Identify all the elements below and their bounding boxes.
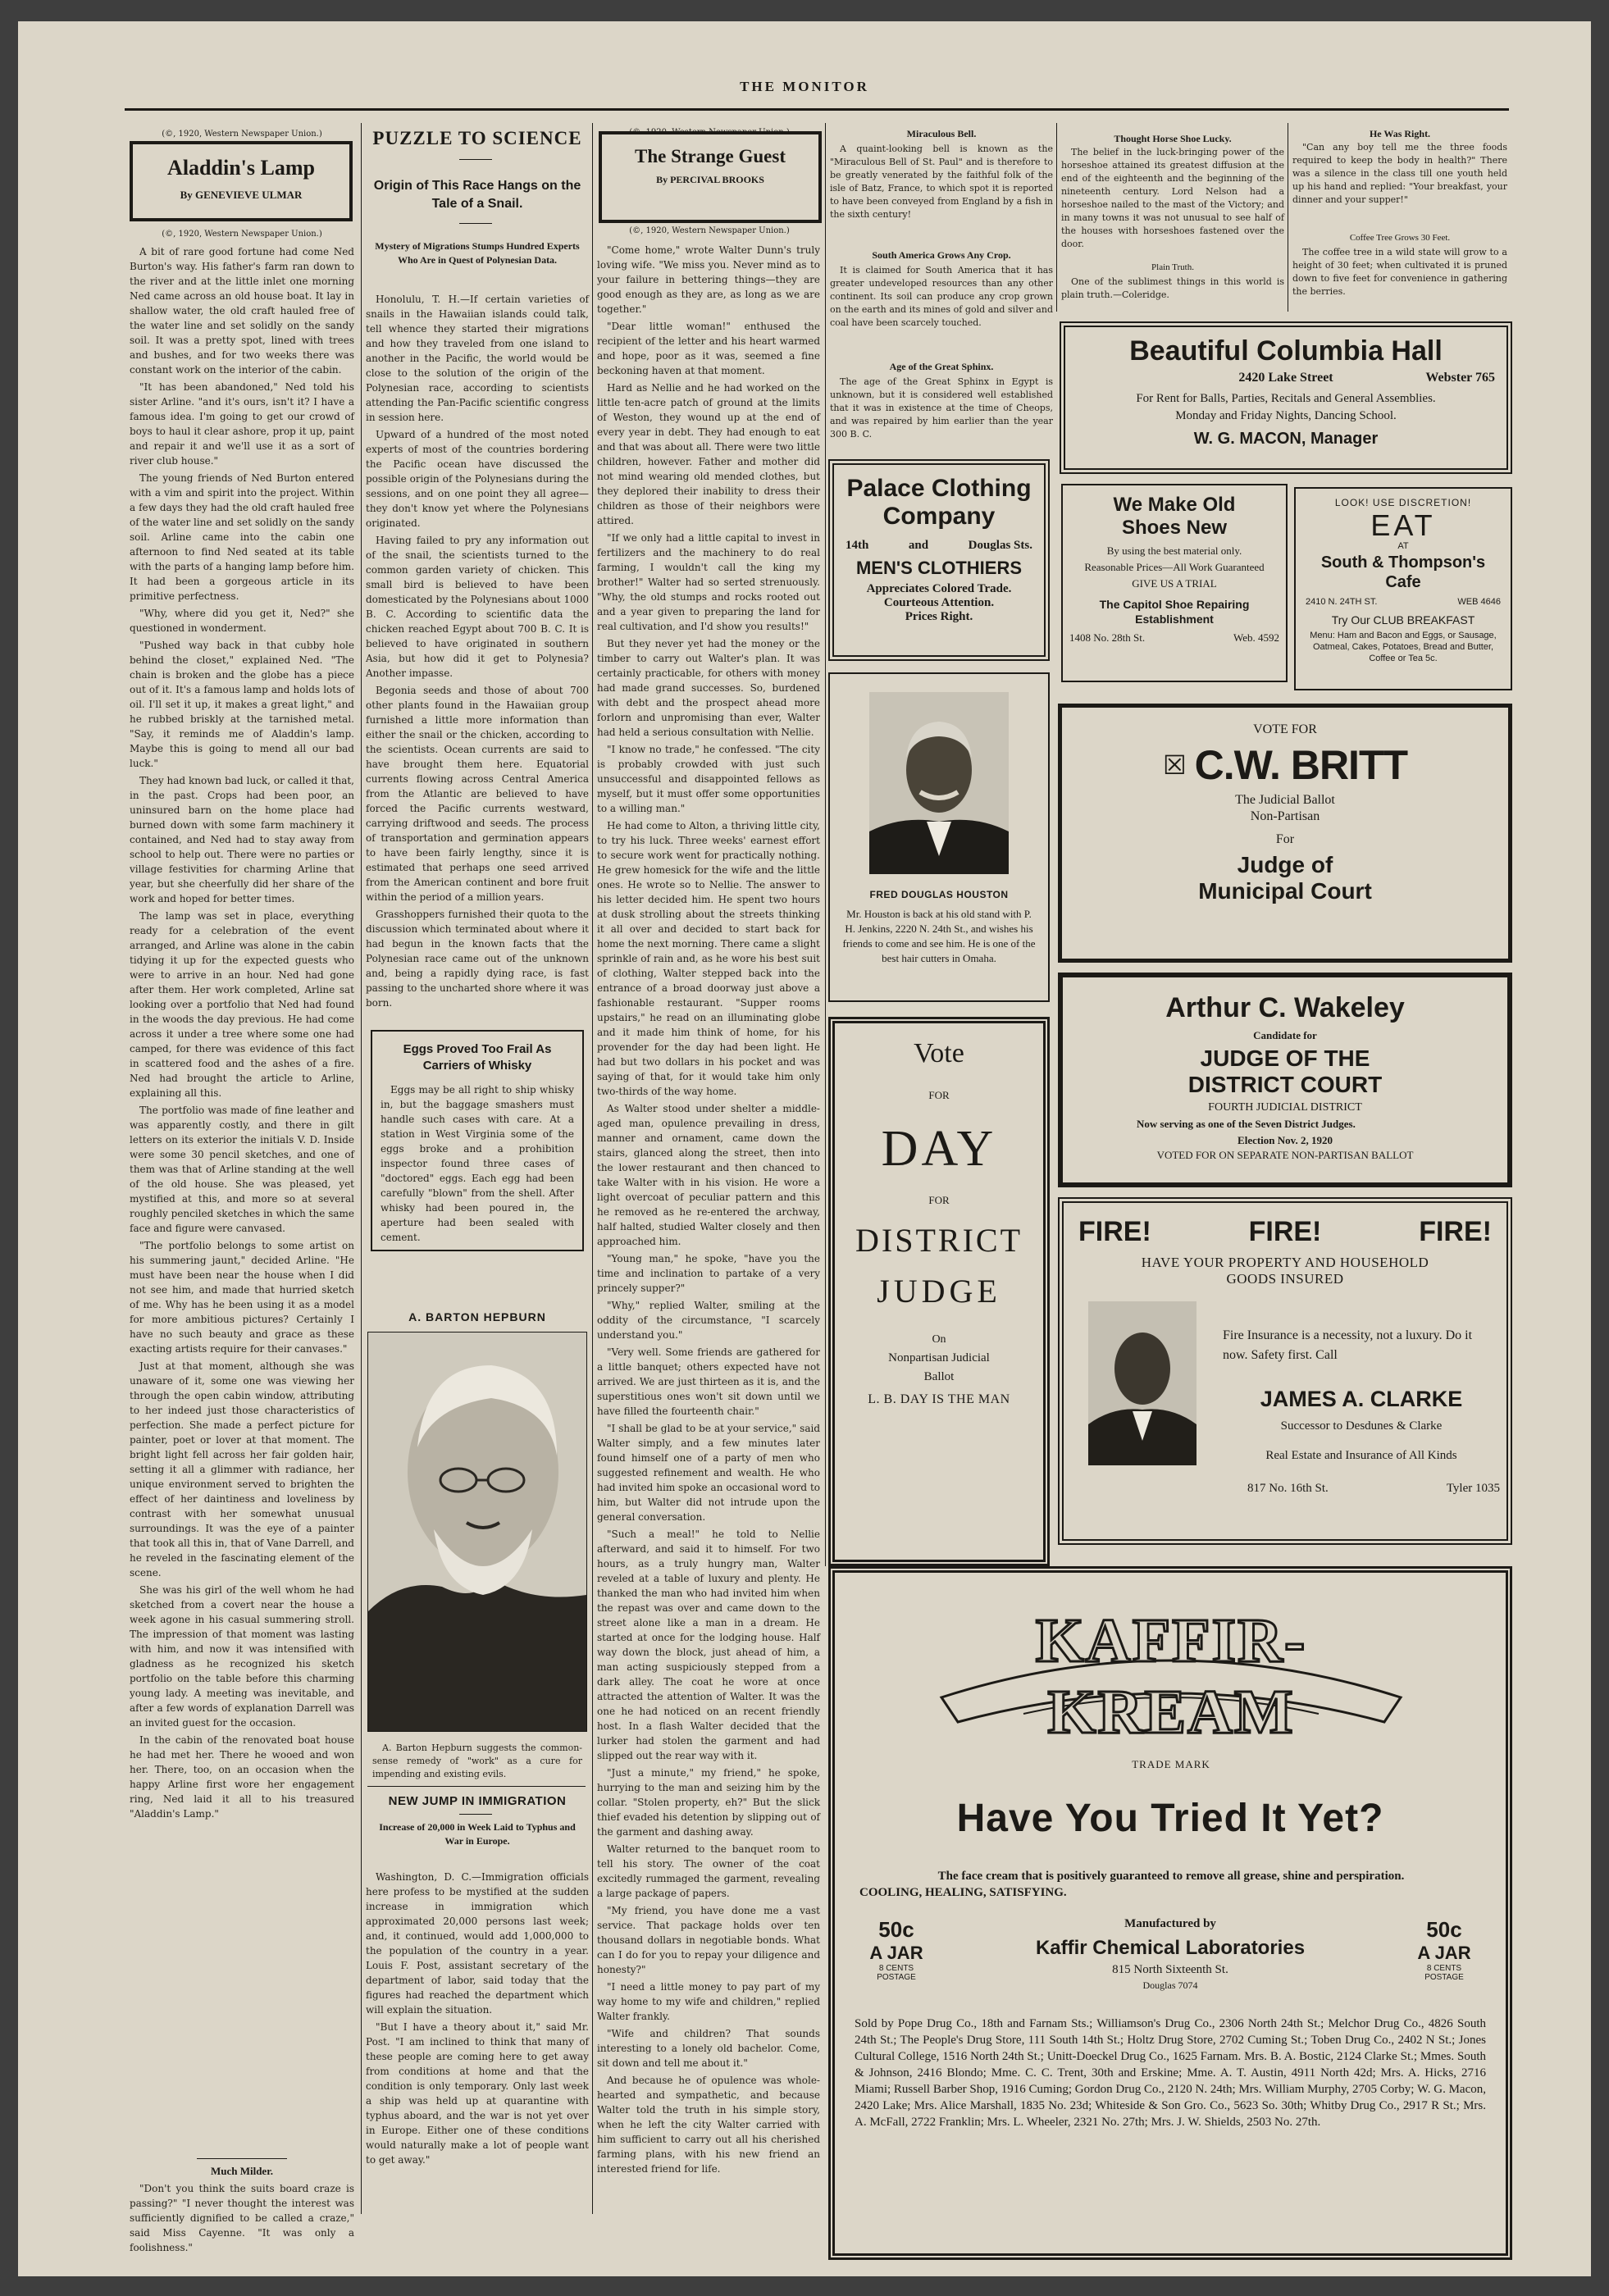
eggs-body xyxy=(381,1082,574,1243)
shoes-line2: Reasonable Prices—All Work Guaranteed xyxy=(1084,561,1265,573)
eat-phone: WEB 4646 xyxy=(1457,597,1501,607)
day-ballot-1: Nonpartisan Judicial xyxy=(888,1351,990,1364)
fire-head: FIRE! xyxy=(1078,1216,1151,1247)
guest-paragraph: "Dear little woman!" enthused the recipient of the letter and his heart warmed and hope, poor as it was, seemed a fine beckoning haven at that moment. xyxy=(597,321,820,376)
guest-paragraph: "I know no trade," he confessed. "The city is probably crowded with just such unsuccessful and disappointed fellows as myself, but it must offer some opportunities to a willing man." xyxy=(597,744,820,814)
palace-line3: Courteous Attention. xyxy=(883,596,995,609)
britt-vote: VOTE FOR xyxy=(1253,722,1317,736)
shoes-address: 1408 No. 28th St. xyxy=(1069,631,1146,644)
sa-paragraph: It is claimed for South America that it has greater undeveloped resources than any other continent. Its soil can produce any crop grown on the earth and its mines of gold and silver and coal have been scarcely touched. xyxy=(830,265,1053,328)
wakeley-election: Election Nov. 2, 1920 xyxy=(1238,1134,1333,1146)
fire-phone: Tyler 1035 xyxy=(1446,1482,1500,1495)
kaffir-sold: Sold by Pope Drug Co., 18th and Farnam Sts.; Williamson's Drug Co., 2306 North 24th St.; Melchor Drug Co., 4826 South 24th St.; The People's Drug Store, 111 South 14th St.; Holtz Drug Store, 2702 Cuming St.; Toben Drug Co., 2402 N St.; Jones Cultural College, 1516 North 24th St.; Unitt-Doeckel Drug Co., 1625 Farnam. Mrs. B. A. Bostic, 2124 Clarke St.; Mmes. South & Johnson, 2416 Blondo; Mme. C. C. Trent, 30th and Erskine; Mme. A. T. Austin, 4911 North 42d; Mrs. A. Hicks, 2716 Miami; Russell Barber Shop, 1916 Cuming; Gordon Drug Co., 2120 N. 24th; Mrs. William Murphy, 2705 Corby; W. G. Macon, 2420 Lake; Mrs. Alice Marshall, 1835 No. 23d; Whiteside & Son Gro. Co., 5623 So. 30th; Whitby Drug Co., 2917 R St.; Mrs. A. McFall, 2722 Franklin; Mrs. L. Wheeler, 2321 No. 27th; Mrs. J. W. Shields, 2503 No. 27th. xyxy=(855,2017,1486,2129)
kaffir-price: 50c xyxy=(878,1917,914,1942)
wakeley-candidate: Candidate for xyxy=(1253,1029,1317,1041)
horseshoe-paragraph: The belief in the luck-bringing power of the horseshoe attained its greatest diffusion at the end of the eighteenth and the beginning of the nineteenth century. Lord Nelson had a horseshoe nailed to the mast of the Victory; and in many towns it was not unusual to see half of the houses with horseshoes fastened over the door. xyxy=(1061,147,1284,249)
guest-paragraph: "Such a meal!" he told to Nellie afterward, and said it to himself. For two hours, as a truly hungry man, Walter reveled at a table of luxury and plenty. He thanked the man who had invited him when the repast was over and came down to the street alone like a man in a dream. He started at once for the lodging house. Half way down the block, just ahead of him, a man acting suspiciously stepped from a dark alley. The coat he wore at once attracted the attention of Walter. It was the one he had noticed on an recent friendly host. In a flash Walter decided that the lurker had stolen the garment and had slipped out the rear way with it. xyxy=(597,1528,820,1761)
kaffir-phone: Douglas 7074 xyxy=(1142,1979,1198,1991)
bell-title: Miraculous Bell. xyxy=(906,128,977,139)
divider xyxy=(367,1786,586,1787)
wakeley-office-1: JUDGE OF THE xyxy=(1200,1046,1370,1071)
immigration-title: NEW JUMP IN IMMIGRATION xyxy=(388,1794,567,1808)
kaffir-trademark: TRADE MARK xyxy=(1132,1758,1210,1770)
ad-kaffir-kream xyxy=(828,1566,1512,2260)
guest-paragraph: "Wife and children? That sounds interesting to a lonely old bachelor. Come, sit down and tell me about it." xyxy=(597,2028,820,2069)
portrait-illustration xyxy=(368,1332,586,1731)
kaffir-unit: A JAR xyxy=(1417,1943,1471,1963)
sphinx-title: Age of the Great Sphinx. xyxy=(889,361,994,372)
aladdin-paragraph: "The portfolio belongs to some artist on his summering jaunt," decided Arline. "He must have been near the house when I did not see him, and made that hurried sketch of me. Why has he been using it as a model for more ambitious pictures? Certainly I have no such beauty and grace as these exacting artists require for their canvases." xyxy=(130,1240,354,1355)
guest-body xyxy=(597,243,820,2255)
divider xyxy=(459,223,492,224)
kaffir-manufactured: Manufactured by xyxy=(1124,1917,1216,1930)
fire-business: Real Estate and Insurance of All Kinds xyxy=(1265,1449,1457,1462)
hepburn-caption xyxy=(372,1742,582,1788)
aladdin-paragraph: A bit of rare good fortune had come Ned Burton's way. His father's farm ran down to the river and at the little inlet one morning Ned came across an old house boat. It lay in shallow water, the old craft hauled free of the water line and set solidly on the sandy soil. It was a pretty spot, lined with trees and bushes, and for two weeks there was constant work on the interior of the cabin. xyxy=(130,246,354,376)
sa-title: South America Grows Any Crop. xyxy=(872,249,1011,261)
day-office-2: JUDGE xyxy=(877,1273,1001,1310)
divider xyxy=(459,159,492,160)
shoes-line1: By using the best material only. xyxy=(1106,544,1242,557)
kaffir-address: 815 North Sixteenth St. xyxy=(1112,1963,1228,1976)
ad-south-thompson-cafe xyxy=(1294,487,1512,690)
fire-successor: Successor to Desdunes & Clarke xyxy=(1280,1419,1443,1433)
horseshoe-body xyxy=(1061,146,1284,257)
ad-shoe-repair xyxy=(1061,484,1288,682)
guest-paragraph: "My friend, you have done me a vast service. That package holds over ten thousand dollars in negotiable bonds. What can I do for you to repay your diligence and honesty?" xyxy=(597,1905,820,1975)
fire-name: JAMES A. CLARKE xyxy=(1260,1387,1463,1411)
kaffir-logo-text: KAFFIR-KREAM xyxy=(1035,1606,1307,1747)
wakeley-line1: Now serving as one of the Seven District Judges. xyxy=(1137,1118,1356,1130)
fire-sub-1: HAVE YOUR PROPERTY AND HOUSEHOLD xyxy=(1141,1255,1429,1270)
clarke-portrait xyxy=(1088,1301,1196,1465)
britt-checkbox-icon: ☒ xyxy=(1162,750,1187,780)
aladdin-copyright-2: (©, 1920, Western Newspaper Union.) xyxy=(162,230,322,239)
guest-paragraph: As Walter stood under shelter a middle-aged man, opulence prevailing in dress, manner and ornament, came down the stairs, glanced along the street, then into the lower restaurant and then chanced to take Walter with in his vision. He wore a light overcoat of peculiar pattern and this he removed as he re-entered the archway, half halted, studied Walter closely and then approached him. xyxy=(597,1103,820,1247)
guest-paragraph: Hard as Nellie and he had worked on the little ten-acre patch of ground at the limits of Weston, they wound up at the end of every year in debt. They had enough to eat and that was about all. There were two little children, however. Father and mother did not mind wearing old mended clothes, but they deplored their inability to dress their children as those of their neighbors were attired. xyxy=(597,382,820,526)
kaffir-headline: Have You Tried It Yet? xyxy=(956,1797,1384,1840)
kaffir-price: 50c xyxy=(1426,1917,1462,1942)
kaffir-postage-1: 8 CENTS xyxy=(1426,1964,1462,1973)
aladdin-paragraph: In the cabin of the renovated boat house he had met her. There he wooed and won her. There, too, on an occasion when the happy Arline first wore her engagement ring, Ned laid it all to his treasured "Aladdin's Lamp." xyxy=(130,1734,354,1820)
ad-wakeley xyxy=(1058,973,1512,1187)
coffee-body xyxy=(1292,246,1507,312)
day-for: FOR xyxy=(928,1089,950,1101)
shoes-name: The Capitol Shoe Repairing Establishment xyxy=(1099,598,1250,626)
eggs-title: Eggs Proved Too Frail As Carriers of Whisky xyxy=(403,1042,552,1073)
shoes-line3: GIVE US A TRIAL xyxy=(1132,577,1217,590)
aladdin-paragraph: The lamp was set in place, everything ready for a celebration of the event arranged, and Arline was alone in the cabin tidying it up for the expected guests who were to arrive in an hour. Ned had gone after them. Her work completed, Arline sat looking over a portfolio that Ned had found in the woods the day previous. He had come across it under a tree where some one had camped, for there was evidence of this fact in scattered food and the ashes of a fire. Ned had brought the article to Arline, explaining all this. xyxy=(130,910,354,1099)
immigration-deck: Increase of 20,000 in Week Laid to Typhus and War in Europe. xyxy=(379,1821,576,1847)
fire-head: FIRE! xyxy=(1248,1216,1322,1247)
ad-fire-insurance xyxy=(1058,1197,1512,1545)
eat-address: 2410 N. 24TH ST. xyxy=(1306,597,1378,607)
guest-title: The Strange Guest xyxy=(635,146,786,166)
immigration-body xyxy=(366,1870,589,2255)
day-ballot-2: Ballot xyxy=(923,1370,955,1383)
column-rule xyxy=(592,123,593,2214)
palace-address-b: and xyxy=(908,539,929,552)
palace-address-a: 14th xyxy=(846,539,869,552)
masthead xyxy=(0,79,1609,110)
portrait-illustration xyxy=(1088,1301,1196,1465)
kaffir-line2: COOLING, HEALING, SATISFYING. xyxy=(859,1886,1067,1899)
sphinx-paragraph: The age of the Great Sphinx in Egypt is unknown, but it is considered well established that it was in existence at the time of Cheops, and was repaired by him earlier than the year 300 B. C. xyxy=(830,376,1053,440)
right-title: He Was Right. xyxy=(1369,128,1431,139)
puzzle-body xyxy=(366,292,589,1009)
filler-paragraph: "Don't you think the suits board craze is passing?" "I never thought the interest was sufficiently dignified to be called a craze," said Miss Cayenne. "It was only a foolishness." xyxy=(130,2183,354,2253)
columbia-line1: For Rent for Balls, Parties, Recitals and General Assemblies. xyxy=(1136,392,1436,405)
guest-byline: By PERCIVAL BROOKS xyxy=(656,174,764,185)
eat-top: LOOK! USE DISCRETION! xyxy=(1334,497,1472,508)
aladdin-paragraph: "Pushed way back in that cubby hole behind the closet," explained Ned. "The chain is broken and the globe has a piece out of it. It's a famous lamp and holds lots of oil. I'll set it up, it makes a great light," and he rubbed briskly at the tarnished metal. "Say, it reminds me of Aladdin's lamp. Maybe this is going to mend all our bad luck." xyxy=(130,640,354,769)
column-rule xyxy=(1056,123,1057,312)
fire-sub-2: GOODS INSURED xyxy=(1226,1271,1344,1287)
ad-columbia-hall xyxy=(1060,321,1512,474)
masthead-rule xyxy=(125,108,1509,111)
divider xyxy=(197,2158,287,2159)
britt-name: C.W. BRITT xyxy=(1194,742,1408,788)
day-on: On xyxy=(932,1333,946,1346)
sa-body xyxy=(830,264,1053,356)
guest-paragraph: "I shall be glad to be at your service," said Walter simply, and a few minutes later found himself one of a party of men who suggested refinement and wealth. He who had invited him spoke an occasional word to him, but Walter did not intrude upon the general conversation. xyxy=(597,1423,820,1523)
eat-eat: EAT xyxy=(1370,508,1436,542)
kaffir-postage-1: 8 CENTS xyxy=(878,1964,914,1973)
portrait-illustration xyxy=(869,692,1009,874)
immigration-paragraph: "But I have a theory about it," said Mr. Post. "I am inclined to think that many of these people are coming here to get away from conditions at home and that the condition is only temporary. Only last week a ship was held up at quarantine with typhus aboard, and the war is not yet over in Europe. Either one of these conditions would naturally make a lot of people want to get away." xyxy=(366,2021,589,2166)
kaffir-unit: A JAR xyxy=(869,1943,923,1963)
aladdin-copyright: (©, 1920, Western Newspaper Union.) xyxy=(162,130,322,139)
day-vote: Vote xyxy=(914,1038,964,1068)
aladdin-paragraph: The young friends of Ned Burton entered with a vim and spirit into the project. Within a few days they had the old craft hauled free of the water line and set solidly on the sandy soil. Arline came into the cabin one afternoon to find Ned seated at its table with the parts of a hanging lamp before him. It had been a gorgeous article in its primitive perfectness. xyxy=(130,472,354,602)
plain-paragraph: One of the sublimest things in this world is plain truth.—Coleridge. xyxy=(1061,276,1284,300)
britt-office-2: Municipal Court xyxy=(1198,878,1372,904)
guest-paragraph: "Very well. Some friends are gathered for a little banquet; others expected have not arrived. We are just thirteen as it is, and the superstitious ones won't sit down until we have filled the fourteenth chair." xyxy=(597,1346,820,1417)
plain-title: Plain Truth. xyxy=(1151,262,1194,272)
aladdin-title: Aladdin's Lamp xyxy=(167,156,315,180)
wakeley-district: FOURTH JUDICIAL DISTRICT xyxy=(1208,1101,1362,1114)
puzzle-paragraph: Honolulu, T. H.—If certain varieties of snails in the Hawaiian islands could talk, tell whence they started their migrations and how they traveled from one island to another in the Pacific, the world would be close to the solution of the origin of the Polynesian race, according to scientists attending the Pan-Pacific scientific congress in session here. xyxy=(366,294,589,423)
wakeley-line2: VOTED FOR ON SEPARATE NON-PARTISAN BALLOT xyxy=(1156,1149,1414,1161)
wakeley-office-2: DISTRICT COURT xyxy=(1187,1072,1383,1097)
fire-text: Fire Insurance is a necessity, not a luxury. Do it now. Safety first. Call xyxy=(1223,1328,1473,1362)
columbia-address: 2420 Lake Street xyxy=(1238,371,1333,385)
day-footer: L. B. DAY IS THE MAN xyxy=(868,1392,1010,1406)
puzzle-deck: Mystery of Migrations Stumps Hundred Experts Who Are in Quest of Polynesian Data. xyxy=(375,240,580,266)
guest-paragraph: "Why," replied Walter, smiling at the oddity of the circumstance, "I scarcely understand you." xyxy=(597,1300,820,1341)
wakeley-name: Arthur C. Wakeley xyxy=(1165,992,1405,1023)
filler-title: Much Milder. xyxy=(210,2165,274,2177)
eggs-box xyxy=(371,1030,584,1251)
eat-at: AT xyxy=(1397,541,1409,551)
britt-office-1: Judge of xyxy=(1237,852,1333,877)
palace-name-2: Company xyxy=(882,503,996,530)
plain-body xyxy=(1061,276,1284,308)
fire-head: FIRE! xyxy=(1419,1216,1492,1247)
column-rule xyxy=(361,123,362,2214)
guest-paragraph: "If we only had a little capital to invest in fertilizers and the machinery to do real farming, I wouldn't call the king my brother!" Walter had so serted strenuously. "Why, the old stumps and rocks rooted out and a year given to preparing the land for real cultivation, and I'd show you results!" xyxy=(597,532,820,632)
coffee-title: Coffee Tree Grows 30 Feet. xyxy=(1349,233,1451,243)
columbia-phone: Webster 765 xyxy=(1425,371,1495,385)
shoes-head-2: Shoes New xyxy=(1121,517,1228,539)
puzzle-subtitle: Origin of This Race Hangs on the Tale of a Snail. xyxy=(373,179,581,211)
aladdin-paragraph: They had known bad luck, or called it that, in the past. Crops had been poor, an uninsured barn on the home place had burned down with some farm machinery it contained, and Ned had to stay away from school to help out. There were no parties or village festivities for charming Arline that year, but she cheerfully did her share of the work and hoped for better times. xyxy=(130,775,354,904)
ad-houston xyxy=(828,672,1050,1002)
aladdin-byline: By GENEVIEVE ULMAR xyxy=(180,189,303,201)
right-paragraph: "Can any boy tell me the three foods required to keep the body in health?" There was a silence in the class till one youth held up his hand and replied: "Your breakfast, your dinner and your supper!" xyxy=(1292,142,1507,205)
britt-line2: Non-Partisan xyxy=(1250,809,1320,823)
day-office-1: DISTRICT xyxy=(855,1222,1023,1259)
aladdin-paragraph: "It has been abandoned," Ned told his sister Arline. "and it's ours, isn't it? I have a famous idea. I'm going to get our crowd of boys to haul it clear ashore, prop it up, paint and repair it and we'll use it as a sort of river club house." xyxy=(130,381,354,467)
eggs-paragraph: Eggs may be all right to ship whisky in, but the baggage smashers must handle such cases with care. At a station in West Virginia some of the eggs broke and a prohibition inspector found three cases of "doctored" eggs. Each egg had been carefully "blown" from the shell. After whisky had been poured in, the aperture had been sealed with cement. xyxy=(381,1084,574,1243)
day-for-2: FOR xyxy=(928,1194,950,1206)
ad-britt xyxy=(1058,704,1512,963)
bell-paragraph: A quaint-looking bell is known as the "Miraculous Bell of St. Paul" and is therefore to be greatly venerated by the faithful folk of the isle of Batz, France, to which spot it is reported to have been conveyed from England by a fish in the sixth century! xyxy=(830,144,1053,220)
kaffir-postage-2: POSTAGE xyxy=(877,1973,916,1982)
hepburn-caption-text: A. Barton Hepburn suggests the common-sense remedy of "work" as a cure for impending and existing evils. xyxy=(372,1742,582,1779)
aladdin-paragraph: "Why, where did you get it, Ned?" she questioned in wonderment. xyxy=(130,608,354,634)
immigration-paragraph: Washington, D. C.—Immigration officials here profess to be mystified at the sudden increase in immigration which approximated 20,000 persons last week; and, it continued, would add 1,000,000 to the population of the country in a year. Louis F. Post, assistant secretary of the department of labor, said today that the figures had reached the department which will explain the situation. xyxy=(366,1871,589,2016)
puzzle-title: PUZZLE TO SCIENCE xyxy=(372,128,582,148)
puzzle-paragraph: Having failed to pry any information out of the snail, the scientists turned to the common garden variety of chicken. This small bird is believed to have been domesticated by the Polynesians about 1000 B. C. According to scientific data the chicken reached Egypt about 700 B. C. It is believed to have originated in southern Asia, but how did it get to Polynesia? Another impasse. xyxy=(366,535,589,679)
masthead-title: THE MONITOR xyxy=(740,79,869,94)
hepburn-title: A. BARTON HEPBURN xyxy=(408,1310,546,1323)
palace-line4: Prices Right. xyxy=(905,610,973,623)
houston-text: Mr. Houston is back at his old stand with P. H. Jenkins, 2220 N. 24th St., and wishes his friends to come and see him. He is one of the best hair cutters in Omaha. xyxy=(842,908,1036,964)
guest-paragraph: "Just a minute," my friend," he spoke, hurrying to the man and seizing him by the collar. "Stolen property, eh?" But the slick thief evaded his detention by slipping out of the garment and dashing away. xyxy=(597,1767,820,1838)
guest-paragraph: But they never yet had the money or the timber to carry out Walter's plan. It was certainly practicable, for others with money had made grand successes. So, burdened with debt and the prospect ahead more forlorn and unpromising than ever, Walter had held a serious consultation with Nellie. xyxy=(597,638,820,738)
palace-line2: Appreciates Colored Trade. xyxy=(866,582,1012,595)
divider xyxy=(459,1814,492,1815)
sphinx-body xyxy=(830,376,1053,446)
puzzle-paragraph: Grasshoppers furnished their quota to the discussion which terminated about where it had begun in the known facts that the Polynesian race came out of the unknown and, being a rapidly dying race, is fast passing to the uncharted shore where it was born. xyxy=(366,909,589,1009)
shoes-head-1: We Make Old xyxy=(1113,494,1236,516)
kaffir-line1: The face cream that is positively guaranteed to remove all grease, shine and perspiration. xyxy=(937,1870,1405,1883)
day-name: DAY xyxy=(881,1121,997,1177)
guest-copyright-2: (©, 1920, Western Newspaper Union.) xyxy=(629,226,790,235)
britt-line1: The Judicial Ballot xyxy=(1235,793,1335,807)
eat-try: Try Our CLUB BREAKFAST xyxy=(1331,613,1475,626)
kaffir-maker: Kaffir Chemical Laboratories xyxy=(1035,1937,1306,1959)
guest-paragraph: "Come home," wrote Walter Dunn's truly loving wife. "We miss you. Never mind as to your failure in bettering things—they are good enough as they are, as long as we are together." xyxy=(597,244,820,315)
columbia-line2: Monday and Friday Nights, Dancing School. xyxy=(1175,409,1397,422)
kaffir-postage-2: POSTAGE xyxy=(1424,1973,1464,1982)
eat-name: South & Thompson's Cafe xyxy=(1320,554,1486,591)
coffee-paragraph: The coffee tree in a wild state will grow to a height of 30 feet; when cultivated it is pruned down to five feet for convenience in gathering the berries. xyxy=(1292,247,1507,297)
fire-address: 817 No. 16th St. xyxy=(1247,1482,1329,1495)
ad-palace-clothing xyxy=(828,459,1050,661)
aladdin-paragraph: She was his girl of the well whom he had sketched from a covert near the house a week agone in his casual summering stroll. The impression of that moment was lasting with him, and now it was intensified with gladness as he recognized his sketch portfolio on the table before this charming young lady. A meeting was inevitable, and after a few words of explanation Darrell was an invited guest for the occasion. xyxy=(130,1584,354,1729)
eat-menu: Menu: Ham and Bacon and Eggs, or Sausage, Oatmeal, Cakes, Potatoes, Bread and Butter, Coffee or Tea 5c. xyxy=(1310,631,1497,663)
ad-day xyxy=(828,1017,1050,1566)
palace-name-1: Palace Clothing xyxy=(846,475,1032,502)
guest-paragraph: He had come to Alton, a thriving little city, to try his luck. Three weeks' earnest effort to secure work went for practically nothing. He grew homesick for the wife and the little ones. He wrote so to Nellie. The answer to his letter decided him. He spent two hours at dusk strolling about the streets thinking it all over and decided to start back for home the next morning. There came a slight sprinkle of rain and, as he wore his best suit of clothing, Walter stepped back into the entrance of a broad doorway just above a fashionable restaurant. "Supper rooms upstairs," he read on an illuminating globe and it made him think of home, for his provender for the day had been light. He had but two dollars in his pocket and was saying of that, for it would take him only two-thirds of the way home. xyxy=(597,820,820,1097)
columbia-name: Beautiful Columbia Hall xyxy=(1129,335,1443,367)
guest-paragraph: "I need a little money to pay part of my way home to my wife and children," replied Walter frankly. xyxy=(597,1981,820,2022)
horseshoe-title: Thought Horse Shoe Lucky. xyxy=(1114,133,1232,144)
britt-for: For xyxy=(1275,832,1295,846)
houston-portrait xyxy=(869,692,1009,874)
puzzle-paragraph: Begonia seeds and those of about 700 other plants found in the Hawaiian group furnished a little more information than either the snail or the chicken, according to the scientists. Ocean currents are said to have brought them here. Equatorial currents flowing across Central America from the Atlantic are believed to have forced the Pacific currents westward, carrying driftwood and seeds. The process of transportation and germination appears to have been fairly lengthy, since it is estimated that perhaps one seed arrived from the American continent and bore fruit within the period of a million years. xyxy=(366,685,589,903)
puzzle-paragraph: Upward of a hundred of the most noted experts of most of the countries bordering the Pacific ocean have discussed the possible origin of the Polynesians during the sessions, and on one point they all agree—they don't know yet where the Polynesians originated. xyxy=(366,429,589,529)
column-rule xyxy=(825,123,826,1566)
columbia-manager: W. G. MACON, Manager xyxy=(1193,430,1379,448)
hepburn-portrait xyxy=(367,1332,587,1732)
shoes-phone: Web. 4592 xyxy=(1233,631,1279,644)
right-body xyxy=(1292,141,1507,231)
palace-address-c: Douglas Sts. xyxy=(968,539,1032,552)
filler-body xyxy=(130,2181,354,2255)
houston-name: FRED DOUGLAS HOUSTON xyxy=(869,889,1009,900)
aladdin-paragraph: Just at that moment, although she was unaware of it, some one was viewing her through the open cabin window, attributing to her indeed just those characteristics of perfection. She made a perfect picture for painter, poet or lover at that moment. The bright light fell across her fair golden hair, setting it all a glimmer with radiance, her unique environment served to brighten the effect of her daintiness and loveliness by contrast with her somewhat unusual surroundings. It was the eye of a painter that took all this in, that of Vane Darrell, and he reveled in the fascinating element of the scene. xyxy=(130,1360,354,1578)
guest-paragraph: Walter returned to the banquet room to tell his story. The owner of the coat excitedly rummaged the garment, revealing a large package of papers. xyxy=(597,1843,820,1899)
bell-body xyxy=(830,143,1053,243)
palace-line1: MEN'S CLOTHIERS xyxy=(855,558,1023,578)
aladdin-body xyxy=(130,244,354,2155)
guest-title-box xyxy=(599,131,822,223)
aladdin-title-box xyxy=(130,141,353,221)
guest-paragraph: And because he of opulence was whole-hearted and sympathetic, and because Walter told the truth in his simple story, when he left the city Walter carried with him sufficient to carry out all his cherished farming plans, with his new friend an interested friend for life. xyxy=(597,2075,820,2175)
guest-paragraph: "Young man," he spoke, "have you the time and inclination to partake of a very princely supper?" xyxy=(597,1253,820,1294)
aladdin-paragraph: The portfolio was made of fine leather and was apparently costly, and there in gilt letters on its exterior the initials V. D. Inside were some 30 pencil sketches, and one of them was that of Arline standing at the well of the old house. She was pleased, yet mystified at this, and more so at several roughly penciled sketches in which the same face and figure were canvased. xyxy=(130,1105,354,1234)
